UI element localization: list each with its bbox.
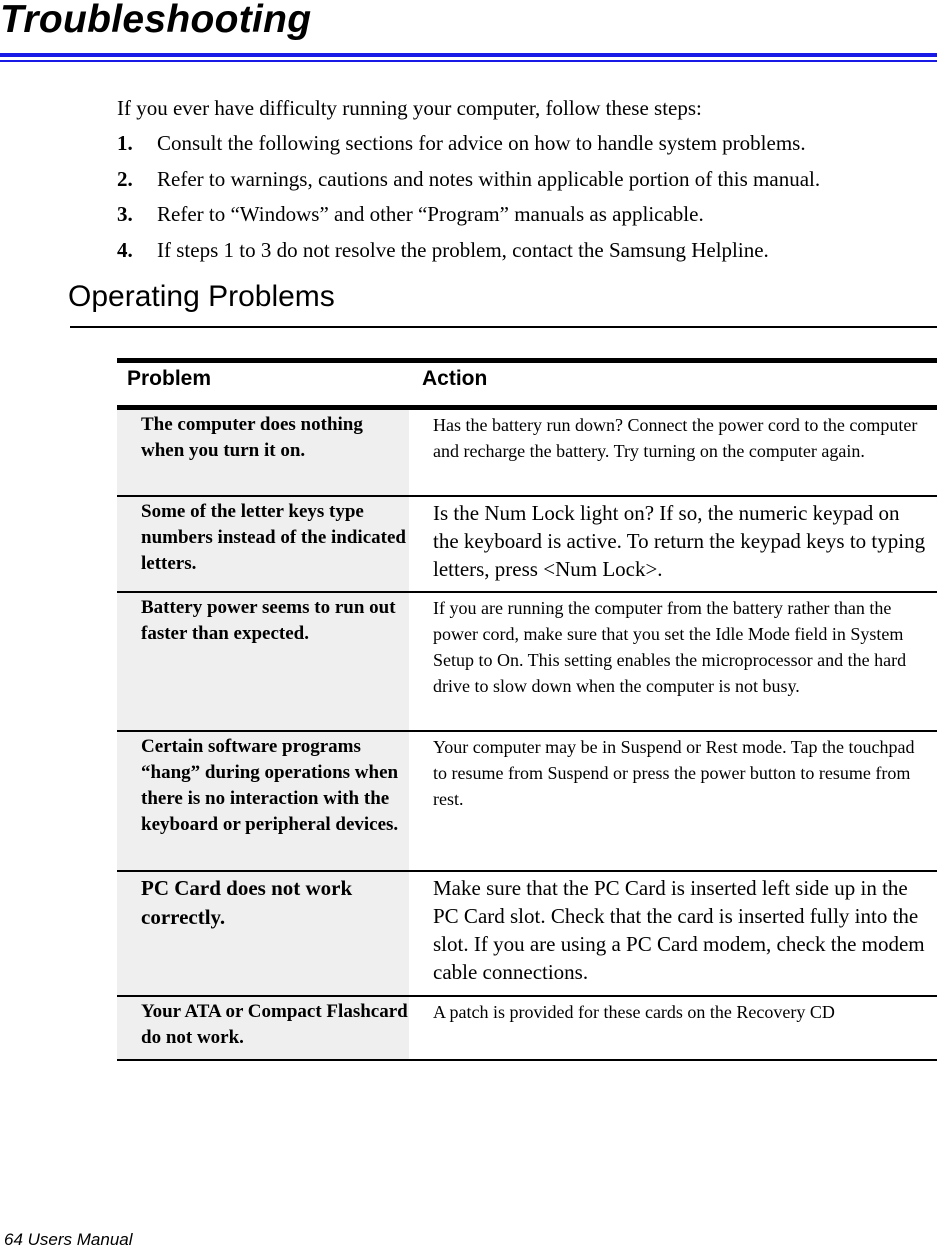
action-cell: Your computer may be in Suspend or Rest mode. Tap the touchpad to resume from Suspend or press the power button to resume from rest. bbox=[433, 737, 915, 809]
step-text: If steps 1 to 3 do not resolve the problem, contact the Samsung Helpline. bbox=[157, 237, 769, 262]
page-title: Troubleshooting bbox=[0, 0, 312, 41]
problem-cell: Battery power seems to run out faster than expected. bbox=[117, 593, 409, 730]
step-number: 3. bbox=[117, 202, 133, 226]
table-row bbox=[117, 732, 937, 872]
header-action: Action bbox=[422, 367, 488, 390]
problem-cell: Your ATA or Compact Flashcard do not work. bbox=[117, 997, 409, 1059]
table-row bbox=[117, 497, 937, 593]
table-row bbox=[117, 593, 937, 732]
table-header bbox=[117, 363, 937, 405]
problem-cell: Certain software programs “hang” during operations when there is no interaction with the keyboard or peripheral devices. bbox=[117, 732, 409, 870]
list-item bbox=[117, 202, 820, 238]
steps-list bbox=[117, 131, 820, 273]
step-text: Refer to “Windows” and other “Program” manuals as applicable. bbox=[157, 202, 704, 226]
list-item bbox=[117, 131, 820, 167]
header-problem: Problem bbox=[127, 367, 212, 390]
step-text: Consult the following sections for advice on how to handle system problems. bbox=[157, 131, 806, 155]
table-row bbox=[117, 872, 937, 997]
step-number: 1. bbox=[117, 131, 133, 155]
step-text: Refer to warnings, cautions and notes within applicable portion of this manual. bbox=[157, 166, 821, 191]
title-rule-thin bbox=[0, 60, 937, 62]
step-number: 4. bbox=[117, 237, 133, 262]
problem-cell: The computer does nothing when you turn it on. bbox=[117, 410, 409, 495]
action-cell: Make sure that the PC Card is inserted left side up in the PC Card slot. Check that the card is inserted fully into the slot. If you are using a PC Card modem, check the modem cable connections. bbox=[433, 876, 925, 984]
list-item bbox=[117, 238, 820, 274]
problem-cell: PC Card does not work correctly. bbox=[117, 872, 409, 995]
intro-paragraph: If you ever have difficulty running your computer, follow these steps: bbox=[117, 96, 702, 120]
step-number: 2. bbox=[117, 166, 133, 191]
table-row bbox=[117, 410, 937, 497]
problems-table bbox=[117, 410, 937, 1061]
list-item bbox=[117, 167, 820, 203]
action-cell: A patch is provided for these cards on the Recovery CD bbox=[433, 1002, 835, 1022]
page-footer: 64 Users Manual bbox=[4, 1230, 133, 1249]
action-cell: Is the Num Lock light on? If so, the numeric keypad on the keyboard is active. To return the keypad keys to typing letters, press <Num Lock>. bbox=[433, 501, 926, 581]
table-row bbox=[117, 997, 937, 1061]
title-rule-thick bbox=[0, 53, 937, 57]
action-cell: If you are running the computer from the battery rather than the power cord, make sure that you set the Idle Mode field in System Setup to On. This setting enables the microprocessor and the hard drive to slow down when the computer is not busy. bbox=[433, 598, 907, 696]
problem-cell: Some of the letter keys type numbers instead of the indicated letters. bbox=[117, 497, 409, 591]
section-heading: Operating Problems bbox=[68, 280, 335, 313]
action-cell: Has the battery run down? Connect the power cord to the computer and recharge the battery. Try turning on the computer again. bbox=[433, 415, 918, 461]
section-rule bbox=[70, 326, 937, 328]
